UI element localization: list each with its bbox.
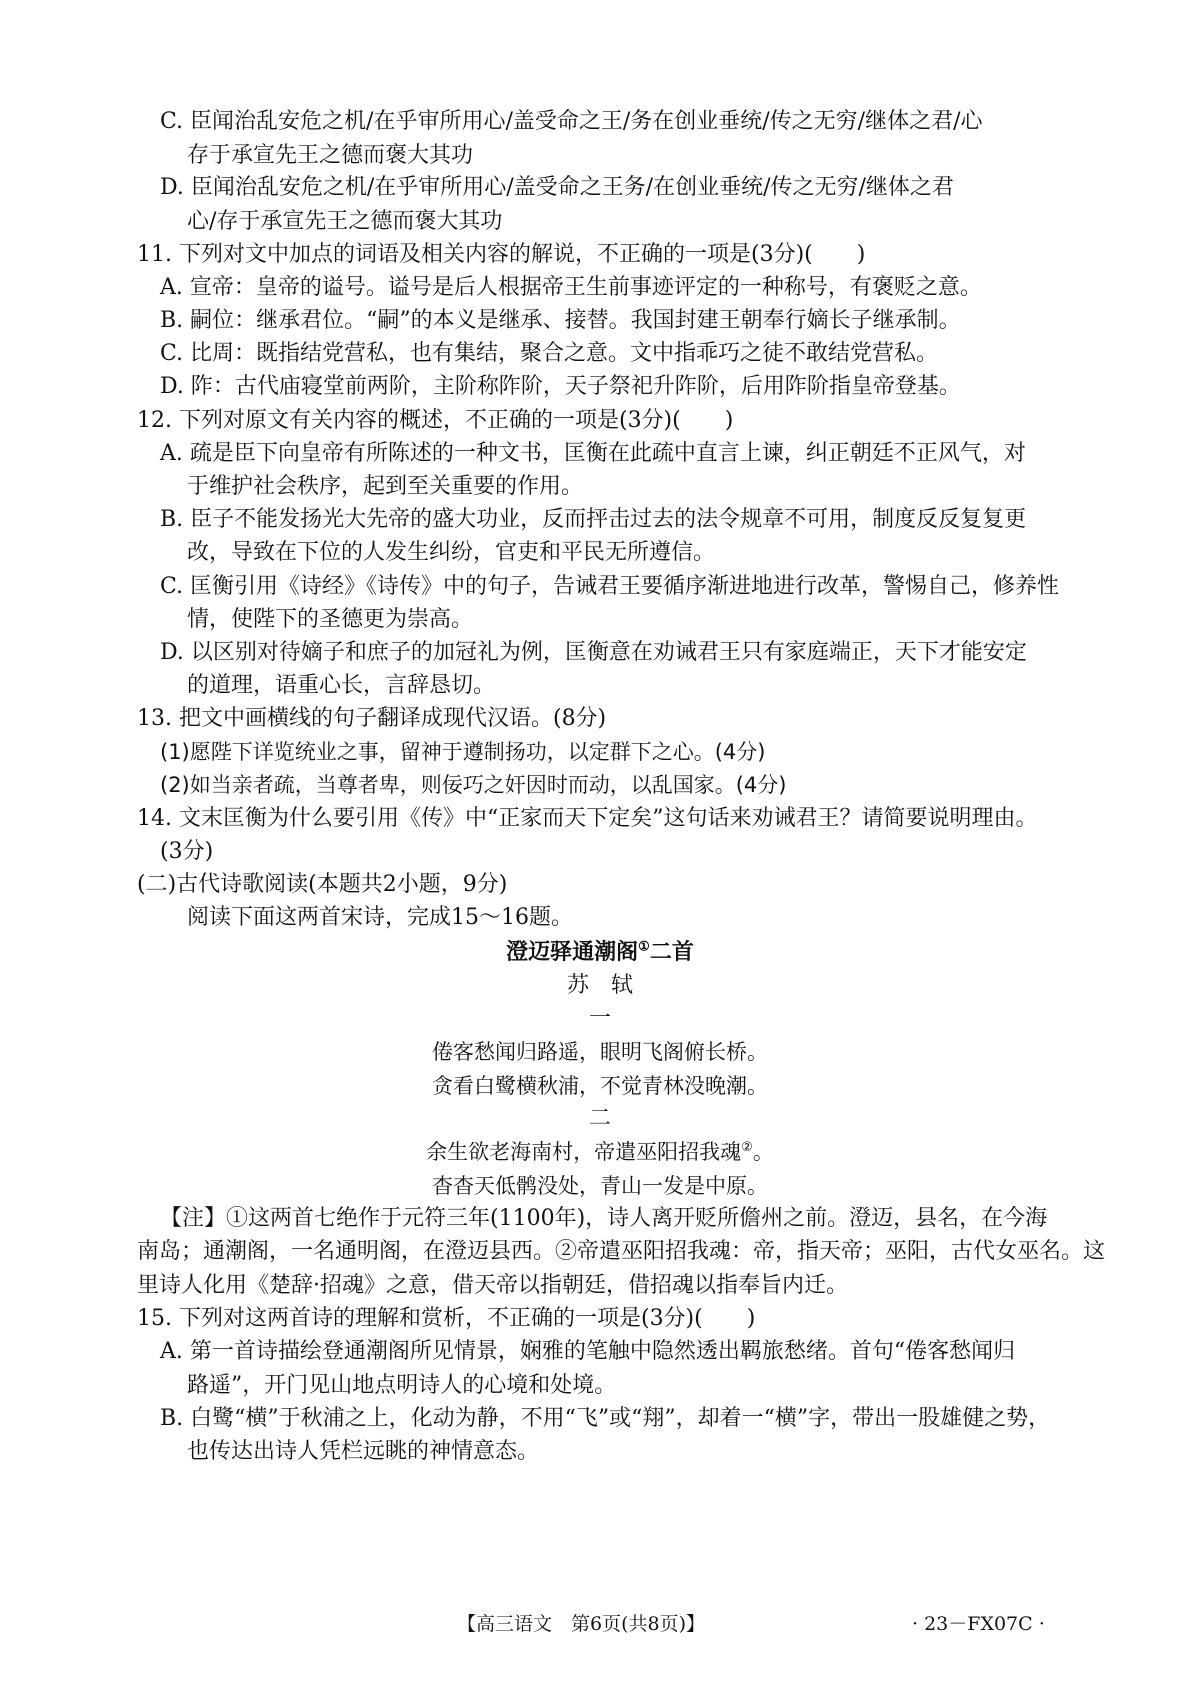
q15-stem: 15. 下列对这两首诗的理解和赏析，不正确的一项是(3分)( ) bbox=[137, 1306, 756, 1331]
poem-part2-line2: 杳杳天低鹘没处，青山一发是中原。 bbox=[432, 1174, 768, 1198]
poem-title-note-marker: ① bbox=[638, 939, 650, 955]
q12-option-d-line1: D. 以区别对待嫡子和庶子的加冠礼为例，匡衡意在劝诫君王只有家庭端正，天下才能安定 bbox=[160, 640, 1027, 665]
poem-part2-line1-text: 余生欲老海南村，帝遣巫阳招我魂 bbox=[426, 1140, 742, 1164]
poem-author: 苏 轼 bbox=[566, 973, 633, 998]
section-heading: (二)古代诗歌阅读(本题共2小题，9分) bbox=[137, 872, 508, 897]
q10-option-c-line2: 存于承宣先王之德而褒大其功 bbox=[187, 143, 474, 168]
q13-sentence-1: (1)愿陛下详览统业之事，留神于遵制扬功，以定群下之心。(4分) bbox=[160, 740, 766, 764]
q10-option-d-line1: D. 臣闻治乱安危之机/在乎审所用心/盖受命之王务/在创业垂统/传之无穷/继体之君 bbox=[160, 175, 954, 200]
section-intro: 阅读下面这两首宋诗，完成15～16题。 bbox=[187, 905, 573, 930]
q10-option-d-line2: 心/存于承宣先王之德而褒大其功 bbox=[187, 209, 503, 234]
poem-title bbox=[0, 937, 1200, 967]
q13-sentence-2: (2)如当亲者疏，当尊者卑，则佞巧之奸因时而动，以乱国家。(4分) bbox=[160, 773, 787, 797]
poem-note-line3: 里诗人化用《楚辞·招魂》之意，借天帝以指朝廷，借招魂以指奉旨内迁。 bbox=[137, 1273, 848, 1298]
q13-stem: 13. 把文中画横线的句子翻译成现代汉语。(8分) bbox=[137, 706, 607, 731]
poem-note-line2: 南岛；通潮阁，一名通明阁，在澄迈县西。②帝遣巫阳招我魂：帝，指天帝；巫阳，古代女巫名。这 bbox=[137, 1239, 1106, 1264]
page-footer: 【高三语文 第6页(共8页)】 bbox=[457, 1613, 706, 1635]
poem-part2-note-marker: ② bbox=[741, 1140, 753, 1155]
exam-code: · 23－FX07C · bbox=[912, 1613, 1045, 1635]
q15-option-b-line1: B. 白鹭“横”于秋浦之上，化动为静，不用“飞”或“翔”，却着一“横”字，带出一股雄健之势， bbox=[160, 1406, 1051, 1431]
q11-option-a: A. 宣帝：皇帝的谥号。谥号是后人根据帝王生前事迹评定的一种称号，有褒贬之意。 bbox=[160, 275, 982, 300]
poem-title-suffix: 二首 bbox=[649, 939, 694, 965]
q12-option-a-line1: A. 疏是臣下向皇帝有所陈述的一种文书，匡衡在此疏中直言上谏，纠正朝廷不正风气，对 bbox=[160, 441, 1026, 466]
q12-option-c-line1: C. 匡衡引用《诗经》《诗传》中的句子，告诫君王要循序渐进地进行改革，警惕自己，修养性 bbox=[160, 574, 1060, 599]
q12-option-b-line2: 改，导致在下位的人发生纠纷，官吏和平民无所遵信。 bbox=[187, 540, 716, 565]
poem-part1-line2: 贪看白鹭横秋浦，不觉青林没晚潮。 bbox=[432, 1074, 768, 1098]
q10-option-c-line1: C. 臣闻治乱安危之机/在乎审所用心/盖受命之王/务在创业垂统/传之无穷/继体之君/心 bbox=[160, 109, 983, 134]
poem-note-line1: 【注】①这两首七绝作于元符三年(1100年)，诗人离开贬所儋州之前。澄迈，县名，在今海 bbox=[160, 1206, 1048, 1231]
q12-stem: 12. 下列对原文有关内容的概述，不正确的一项是(3分)( ) bbox=[137, 408, 734, 433]
q14-stem-line2: (3分) bbox=[160, 839, 214, 864]
poem-part1-line1: 倦客愁闻归路遥，眼明飞阁俯长桥。 bbox=[432, 1040, 768, 1064]
q11-option-d: D. 阼：古代庙寝堂前两阶，主阶称阼阶，天子祭祀升阼阶，后用阼阶指皇帝登基。 bbox=[160, 374, 961, 399]
q11-stem: 11. 下列对文中加点的词语及相关内容的解说，不正确的一项是(3分)( ) bbox=[137, 242, 866, 267]
q15-option-a-line1: A. 第一首诗描绘登通潮阁所见情景，娴雅的笔触中隐然透出羁旅愁绪。首句“倦客愁闻归 bbox=[160, 1339, 1016, 1364]
q15-option-a-line2: 路遥”，开门见山地点明诗人的心境和处境。 bbox=[187, 1373, 617, 1398]
poem-part1-label: 一 bbox=[588, 1006, 611, 1031]
poem-part2-label: 二 bbox=[588, 1106, 611, 1131]
poem-part2-line1-end: 。 bbox=[752, 1140, 774, 1164]
q12-option-b-line1: B. 臣子不能发扬光大先帝的盛大功业，反而抨击过去的法令规章不可用，制度反反复复更 bbox=[160, 507, 1027, 532]
q11-option-b: B. 嗣位：继承君位。“嗣”的本义是继承、接替。我国封建王朝奉行嫡长子继承制。 bbox=[160, 308, 961, 333]
q12-option-d-line2: 的道理，语重心长，言辞恳切。 bbox=[187, 673, 496, 698]
q12-option-a-line2: 于维护社会秩序，起到至关重要的作用。 bbox=[187, 474, 584, 499]
poem-part2-line1 bbox=[0, 1137, 1200, 1167]
q15-option-b-line2: 也传达出诗人凭栏远眺的神情意态。 bbox=[187, 1439, 540, 1464]
poem-title-text: 澄迈驿通潮阁 bbox=[506, 939, 639, 965]
q14-stem-line1: 14. 文末匡衡为什么要引用《传》中“正家而天下定矣”这句话来劝诫君王？请简要说明理由。 bbox=[137, 806, 1038, 831]
q11-option-c: C. 比周：既指结党营私，也有集结，聚合之意。文中指乖巧之徒不敢结党营私。 bbox=[160, 341, 939, 366]
q12-option-c-line2: 情，使陛下的圣德更为崇高。 bbox=[187, 607, 474, 632]
